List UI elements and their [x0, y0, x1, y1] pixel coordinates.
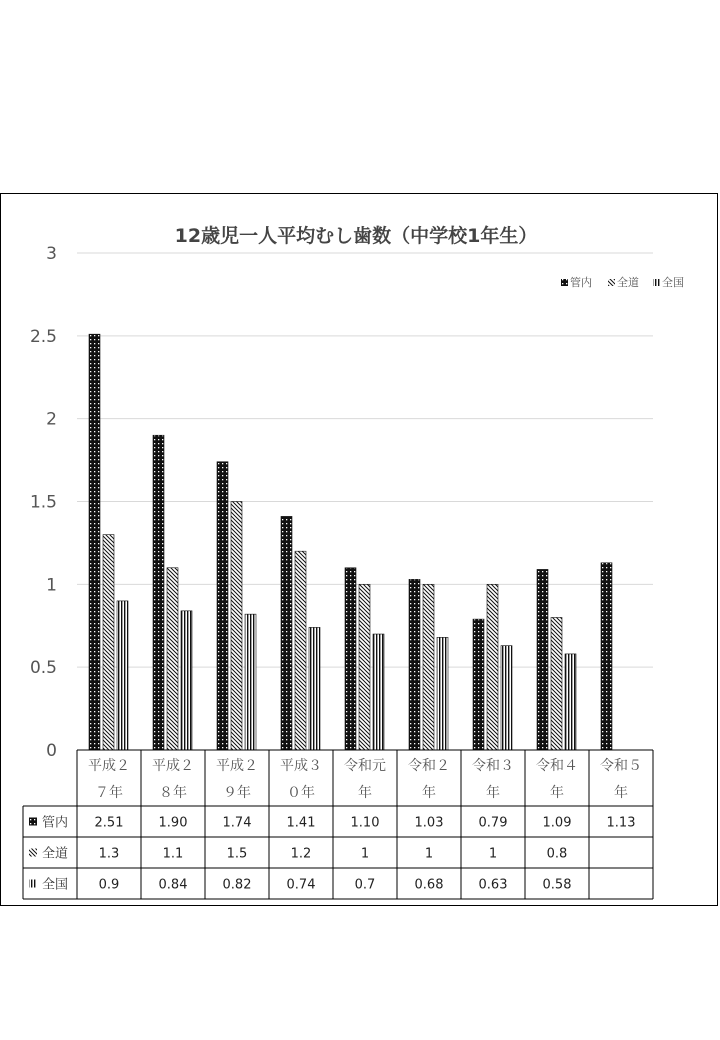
x-tick-label: 令和４	[536, 758, 578, 774]
x-tick-label: 令和２	[408, 758, 450, 774]
bar-全国	[565, 654, 576, 750]
row-swatch	[29, 818, 37, 826]
x-tick-label: 平成２	[88, 758, 130, 774]
y-tick-label: 2	[46, 409, 57, 430]
x-tick-label: 年	[550, 785, 564, 801]
chart-title: 12歳児一人平均むし歯数（中学校1年生）	[174, 225, 538, 247]
data-label: 1.13	[606, 815, 636, 831]
x-tick-label: 令和元	[344, 758, 386, 774]
bar-全国	[373, 634, 384, 750]
y-tick-label: 1	[46, 575, 57, 596]
data-label: 1.41	[286, 815, 316, 831]
data-label: 0.9	[98, 877, 120, 893]
bar-管内	[537, 569, 548, 750]
x-tick-label: 年	[614, 785, 628, 801]
data-label: 1.5	[226, 846, 248, 862]
y-tick-label: 1.5	[29, 492, 57, 513]
data-label: 0.79	[478, 815, 508, 831]
x-tick-label: 年	[486, 785, 500, 801]
x-tick-label: ８年	[159, 785, 187, 801]
bar-全国	[117, 601, 128, 750]
data-label: 0.58	[542, 877, 572, 893]
data-label: 1.10	[350, 815, 380, 831]
row-label: 管内	[42, 815, 69, 831]
legend-swatch	[653, 279, 660, 286]
bar-全道	[103, 535, 114, 750]
bar-管内	[281, 516, 292, 750]
y-tick-label: 0.5	[29, 658, 57, 679]
x-tick-label: 令和３	[472, 758, 514, 774]
bar-chart	[1, 194, 719, 907]
row-swatch	[29, 880, 37, 888]
data-label: 0.7	[354, 877, 376, 893]
chart-frame	[0, 193, 718, 906]
bar-管内	[601, 563, 612, 750]
legend-label: 管内	[570, 276, 592, 289]
x-tick-label: 平成２	[216, 758, 258, 774]
row-label: 全道	[42, 846, 69, 862]
bar-全道	[423, 584, 434, 750]
data-label: 0.68	[414, 877, 444, 893]
data-label: 0.84	[158, 877, 188, 893]
data-label: 1	[424, 846, 434, 862]
bar-管内	[345, 568, 356, 750]
bar-全道	[231, 502, 242, 751]
bar-全道	[359, 584, 370, 750]
bar-全道	[487, 584, 498, 750]
bar-全道	[551, 617, 562, 750]
data-label: 0.82	[222, 877, 252, 893]
x-tick-label: 年	[358, 785, 372, 801]
x-tick-label: ７年	[95, 785, 123, 801]
data-label: 1.03	[414, 815, 444, 831]
y-tick-label: 0	[46, 741, 57, 761]
bar-全道	[295, 551, 306, 750]
data-label: 1.1	[162, 846, 184, 862]
x-tick-label: 平成３	[280, 758, 322, 774]
data-label: 1.74	[222, 815, 252, 831]
bar-全国	[245, 614, 256, 750]
y-tick-label: 3	[46, 244, 57, 264]
x-tick-label: 年	[422, 785, 436, 801]
y-tick-label: 2.5	[29, 326, 57, 347]
bar-全道	[167, 568, 178, 750]
data-label: 1.90	[158, 815, 188, 831]
row-swatch	[29, 849, 37, 857]
bar-全国	[309, 627, 320, 750]
data-label: 1	[360, 846, 370, 862]
legend-label: 全道	[617, 276, 639, 289]
data-label: 1	[488, 846, 498, 862]
bar-全国	[437, 637, 448, 750]
x-tick-label: 令和５	[600, 758, 642, 774]
row-label: 全国	[42, 877, 69, 893]
x-tick-label: 平成２	[152, 758, 194, 774]
legend-swatch	[561, 279, 568, 286]
x-tick-label: ０年	[287, 785, 315, 801]
data-label: 0.74	[286, 877, 316, 893]
bar-管内	[153, 435, 164, 750]
data-label: 1.2	[290, 846, 312, 862]
bar-管内	[217, 462, 228, 750]
data-label: 1.3	[98, 846, 120, 862]
data-label: 1.09	[542, 815, 572, 831]
bar-管内	[409, 579, 420, 750]
data-label: 0.8	[546, 846, 568, 862]
data-label: 2.51	[94, 815, 124, 831]
legend-label: 全国	[662, 276, 684, 289]
legend-swatch	[608, 279, 615, 286]
bar-管内	[89, 334, 100, 750]
bar-全国	[501, 646, 512, 750]
data-label: 0.63	[478, 877, 508, 893]
x-tick-label: ９年	[223, 785, 251, 801]
bar-全国	[181, 611, 192, 750]
bar-管内	[473, 619, 484, 750]
